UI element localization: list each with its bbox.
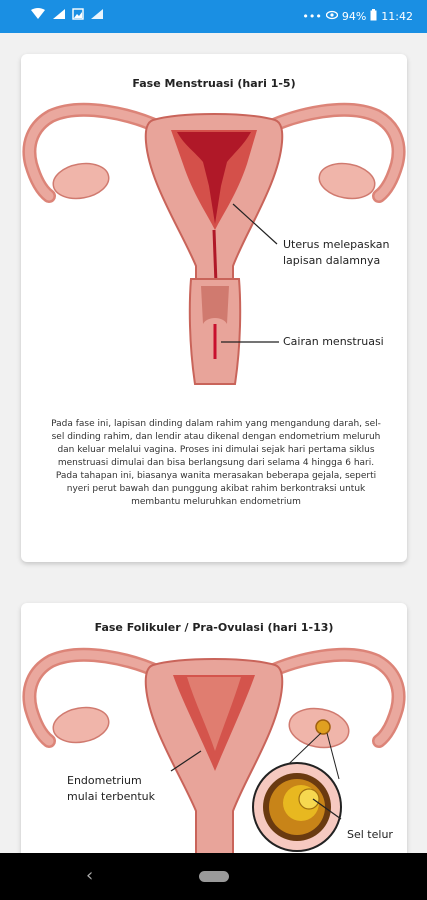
status-bar	[0, 0, 427, 33]
scroll-content[interactable]	[0, 33, 427, 853]
label-uterus-shedding-2: lapisan dalamnya	[283, 254, 381, 267]
card-description: Pada fase ini, lapisan dinding dalam rahim yang mengandung darah, sel-sel dinding rahim, dan lendir atau dikenal dengan endometrium meluruh dan keluar melalui vagina. Proses ini dimulai sejak hari pertama siklus menstruasi dimulai dan bisa berlangsung dari selama 4 hingga 6 hari. Pada tahapan ini, biasanya wanita merasakan beberapa gejala, seperti nyeri perut bawah dan punggung akibat rahim berkontraksi untuk membantu meluruhkan endometrium	[51, 419, 381, 507]
status-right	[302, 9, 413, 24]
wifi-icon	[52, 8, 66, 23]
image-notification-icon	[72, 8, 84, 23]
status-left	[30, 8, 104, 23]
label-egg-cell: Sel telur	[347, 828, 393, 841]
back-button[interactable]: ‹	[86, 865, 94, 886]
follicle	[316, 720, 330, 734]
label-uterus-shedding-1: Uterus melepaskan	[283, 238, 390, 251]
label-endometrium-2: mulai terbentuk	[67, 790, 156, 803]
card-title: Fase Menstruasi (hari 1-5)	[132, 77, 296, 90]
card-menstruation-phase	[21, 54, 407, 562]
battery-percent: 94%	[341, 10, 367, 23]
home-button[interactable]	[199, 871, 229, 882]
egg-cell	[299, 789, 319, 809]
ovary-left	[50, 703, 111, 746]
status-indicators: •••	[302, 10, 322, 23]
eye-icon	[326, 10, 338, 23]
label-endometrium-1: Endometrium	[67, 774, 142, 787]
card-title: Fase Folikuler / Pra-Ovulasi (hari 1-13)	[94, 621, 334, 634]
ovary-left	[50, 159, 111, 202]
card-follicular-phase	[21, 603, 407, 853]
notification-icon	[30, 8, 46, 23]
signal-icon	[90, 8, 104, 23]
navigation-bar	[0, 853, 427, 900]
ovary-right	[316, 159, 377, 202]
uterus-follicular-illustration	[21, 603, 407, 853]
label-menstrual-fluid: Cairan menstruasi	[283, 335, 384, 348]
battery-icon	[370, 9, 377, 24]
status-time: 11:42	[381, 10, 413, 23]
